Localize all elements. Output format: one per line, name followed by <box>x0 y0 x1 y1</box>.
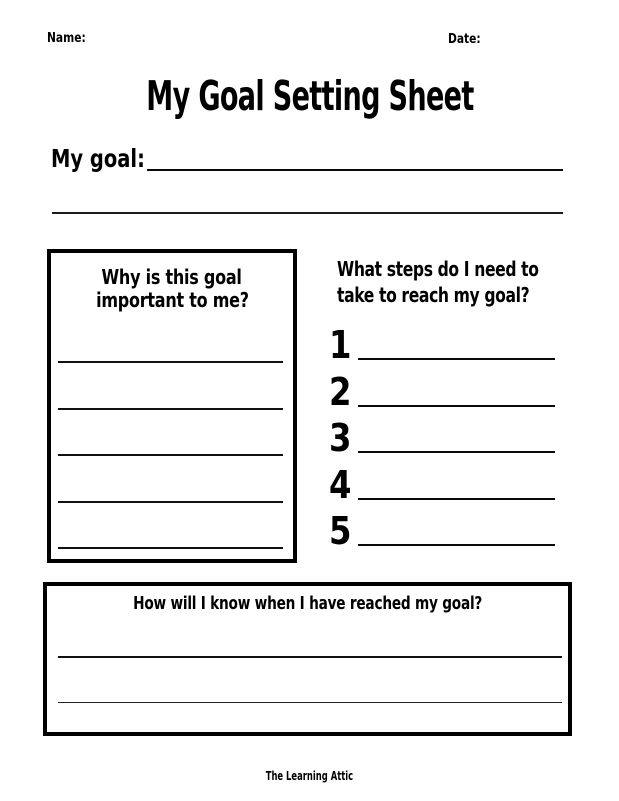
write-line <box>58 454 283 456</box>
why-heading-line-2: important to me? <box>95 288 249 312</box>
write-line <box>358 498 555 500</box>
write-line <box>58 547 283 549</box>
why-box-heading <box>51 266 293 312</box>
how-heading-text: How will I know when I have reached my goal? <box>132 593 483 614</box>
footer-brand: The Learning Attic <box>265 769 354 783</box>
write-line <box>58 361 283 363</box>
write-line <box>58 408 283 410</box>
date-label: Date: <box>448 32 481 47</box>
footer <box>0 765 619 784</box>
step-number: 5 <box>329 509 351 554</box>
write-line <box>147 169 563 171</box>
steps-heading <box>337 256 595 308</box>
how-box <box>43 582 572 736</box>
step-number: 3 <box>329 416 351 461</box>
why-heading-line-1: Why is this goal <box>101 265 243 289</box>
step-number: 2 <box>329 369 351 414</box>
name-label: Name: <box>47 31 86 46</box>
write-line <box>58 501 283 503</box>
step-row <box>329 323 555 367</box>
step-number: 1 <box>329 323 351 367</box>
write-line <box>52 212 563 214</box>
why-box <box>47 249 297 563</box>
step-row <box>329 369 555 414</box>
write-line <box>58 656 562 658</box>
step-number: 4 <box>329 462 351 507</box>
write-line <box>358 451 555 453</box>
write-line <box>358 405 555 407</box>
step-row <box>329 509 555 554</box>
step-row <box>329 462 555 507</box>
write-line <box>358 358 555 360</box>
write-line <box>58 702 562 703</box>
how-box-heading <box>47 593 568 614</box>
write-line <box>358 544 555 546</box>
page-title <box>0 72 619 120</box>
step-row <box>329 416 555 461</box>
my-goal-label: My goal: <box>51 144 145 173</box>
page-title-text: My Goal Setting Sheet <box>145 72 474 120</box>
steps-heading-line-2: take to reach my goal? <box>337 283 530 307</box>
steps-heading-line-1: What steps do I need to <box>337 257 539 281</box>
